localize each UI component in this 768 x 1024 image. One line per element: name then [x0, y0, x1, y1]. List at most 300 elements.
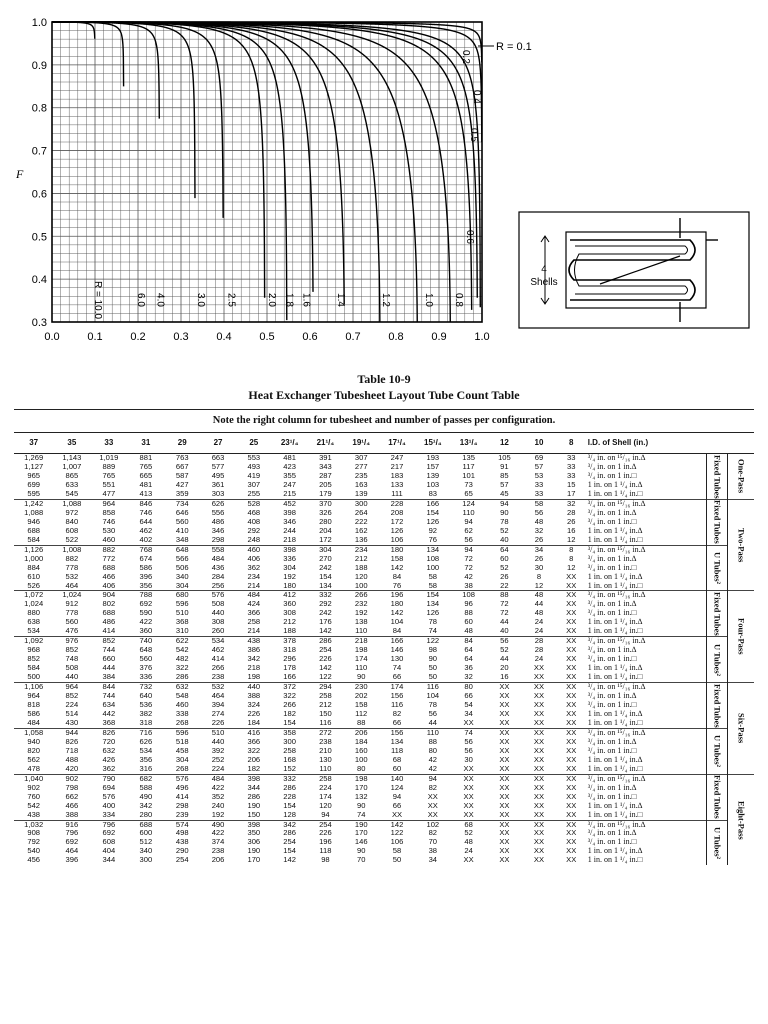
tube-count-cell: 372 — [272, 683, 308, 692]
tube-count-cell: XX — [427, 801, 438, 810]
tube-count-cell: XX — [499, 792, 510, 801]
tube-count-cell: 174 — [354, 655, 368, 664]
tube-count-cell: 545 — [65, 489, 79, 498]
tube-count-cell: 90 — [500, 508, 509, 517]
tube-count-cell: 460 — [236, 545, 272, 554]
tube-count-cell: 224 — [65, 700, 79, 710]
tube-count-cell: 254 — [175, 856, 189, 865]
tube-count-cell: 78 — [428, 700, 438, 710]
table-row — [14, 463, 754, 472]
tube-count-cell: XX — [487, 683, 523, 692]
tube-count-cell: 595 — [27, 489, 41, 498]
tube-count-cell: 42 — [428, 764, 438, 773]
tube-count-cell: 103 — [426, 480, 440, 489]
tube-count-cell: 80 — [428, 746, 438, 755]
tube-count-cell: 58 — [428, 572, 438, 581]
tube-count-cell: 530 — [102, 526, 116, 535]
tube-count-cell: 298 — [175, 801, 189, 810]
table-row — [14, 454, 754, 463]
chart-svg — [0, 0, 768, 360]
tube-count-cell: XX — [566, 627, 577, 636]
tube-count-cell: 493 — [247, 462, 261, 471]
tube-count-cell: XX — [487, 820, 523, 829]
shell-id-cell: 1 in. on 1 ¹/₄ in.□ — [587, 856, 643, 865]
tube-count-cell: 644 — [139, 517, 153, 526]
tube-count-cell: 352 — [211, 792, 225, 801]
shell-id-cell: 1 in. on 1 ¹/₄ in.∆ — [587, 618, 643, 627]
tube-count-cell: 290 — [175, 847, 189, 856]
tube-count-cell: 944 — [53, 728, 90, 737]
tube-count-cell: 205 — [319, 480, 332, 489]
tube-count-cell: 303 — [211, 489, 225, 498]
tube-count-cell: 574 — [164, 820, 200, 829]
shell-id-cell: 1 in. on 1 ¹/₄ in.∆ — [587, 801, 643, 810]
x-tick-label: 0.3 — [173, 331, 189, 343]
tube-count-cell: 912 — [65, 600, 79, 609]
tube-count-cell: 542 — [27, 801, 41, 810]
tube-count-cell: 72 — [464, 554, 473, 563]
tube-count-cell: 1,040 — [14, 774, 53, 783]
tube-count-cell: 940 — [27, 737, 41, 746]
tube-count-cell: 396 — [65, 856, 79, 865]
tube-count-cell: 110 — [355, 664, 368, 673]
tube-count-cell: 362 — [102, 764, 116, 773]
tube-count-cell: XX — [533, 673, 545, 682]
tube-count-cell: 882 — [90, 545, 127, 554]
tube-count-cell: 116 — [319, 718, 332, 727]
tube-count-cell: 508 — [211, 600, 225, 609]
tube-count-cell: XX — [566, 801, 577, 810]
tube-count-cell: XX — [566, 737, 577, 746]
tube-count-cell: 308 — [283, 609, 296, 618]
column-header: 27 — [200, 433, 236, 454]
tube-count-cell: 142 — [319, 664, 332, 673]
tube-count-cell: 238 — [319, 737, 332, 746]
tube-count-cell: 65 — [464, 489, 473, 498]
table-row — [14, 591, 754, 600]
tube-count-cell: 50 — [428, 664, 438, 673]
tube-count-cell: 277 — [354, 462, 368, 471]
tube-count-cell: 32 — [556, 499, 587, 508]
tube-count-cell: 456 — [27, 856, 41, 865]
tube-count-cell: 84 — [392, 572, 402, 581]
f-curve-r-4 — [52, 22, 159, 119]
tube-count-cell: 48 — [534, 517, 544, 526]
tube-count-cell: 408 — [247, 517, 261, 526]
tube-count-cell: 157 — [426, 462, 440, 471]
tube-count-cell: 528 — [236, 499, 272, 508]
shell-id-cell: ³/₄ in. on 1 in.∆ — [587, 829, 637, 838]
tube-count-cell: 94 — [415, 774, 451, 783]
tube-count-cell: 66 — [392, 718, 402, 727]
inset-label-line1: 4 — [541, 264, 547, 275]
tube-count-cell: 965 — [27, 471, 41, 480]
tube-count-cell: XX — [499, 810, 510, 819]
tube-count-cell: 56 — [487, 637, 523, 646]
tube-count-cell: 24 — [464, 847, 473, 856]
tube-count-cell: 222 — [354, 517, 368, 526]
table-row — [14, 536, 754, 545]
tube-count-cell: 880 — [27, 609, 41, 618]
tube-count-cell: 94 — [321, 810, 330, 819]
tube-count-cell: 266 — [343, 591, 379, 600]
tube-count-cell: 398 — [236, 820, 272, 829]
tube-count-cell: 662 — [65, 792, 79, 801]
tube-count-cell: 12 — [566, 535, 576, 544]
shell-id-cell: ³/₄ in. on ¹⁵/₁₆ in.∆ — [587, 499, 706, 508]
tube-count-cell: 398 — [236, 774, 272, 783]
tube-count-cell: 24 — [534, 618, 544, 627]
tube-count-cell: 42 — [464, 572, 473, 581]
tube-count-cell: 458 — [175, 746, 189, 755]
tube-count-cell: 110 — [415, 728, 451, 737]
f-curve-r-1.8 — [52, 22, 287, 320]
tube-count-cell: 481 — [139, 480, 153, 489]
x-tick-label: 0.6 — [302, 331, 318, 343]
tube-count-cell: 348 — [175, 535, 189, 544]
table-row — [14, 856, 754, 865]
tube-count-cell: 562 — [27, 755, 41, 764]
tube-count-cell: 633 — [65, 480, 79, 489]
tube-count-cell: XX — [556, 774, 587, 783]
tube-count-cell: 322 — [175, 664, 189, 673]
tube-count-cell: 58 — [428, 581, 438, 590]
tube-count-cell: 438 — [175, 838, 189, 847]
tube-count-cell: 73 — [464, 480, 473, 489]
tube-count-cell: 608 — [65, 526, 79, 535]
tube-count-cell: 120 — [319, 801, 332, 810]
tube-count-cell: 694 — [102, 783, 116, 792]
tube-count-cell: 424 — [247, 600, 261, 609]
tube-type-text: Fixed Tubes — [712, 500, 723, 545]
tube-count-cell: 130 — [319, 755, 332, 764]
tube-count-cell: 168 — [283, 755, 296, 764]
tube-count-cell: 964 — [90, 499, 127, 508]
tube-count-cell: 398 — [283, 508, 296, 517]
tube-count-cell: 138 — [354, 618, 368, 627]
f-curve-r-6 — [52, 22, 124, 86]
tube-count-cell: 484 — [27, 718, 41, 727]
tube-count-cell: 508 — [65, 664, 79, 673]
tube-count-cell: 84 — [451, 637, 487, 646]
tube-count-cell: 30 — [464, 755, 473, 764]
tube-count-cell: XX — [533, 709, 545, 719]
tube-count-cell: XX — [522, 683, 555, 692]
tube-count-cell: 179 — [319, 489, 332, 498]
table-row — [14, 692, 754, 701]
tube-count-cell: 234 — [343, 545, 379, 554]
tube-count-cell: 665 — [139, 471, 153, 480]
tube-count-cell: 632 — [102, 746, 116, 755]
tube-count-cell: 212 — [283, 618, 296, 627]
tube-count-cell: 368 — [102, 718, 116, 727]
tube-count-cell: 510 — [175, 609, 189, 618]
tube-count-cell: 254 — [283, 838, 296, 847]
tube-count-cell: 100 — [426, 563, 440, 572]
tube-count-cell: 720 — [102, 737, 116, 746]
tube-count-cell: 146 — [390, 646, 404, 655]
tube-count-cell: 342 — [247, 655, 261, 664]
tube-count-cell: 94 — [392, 792, 402, 801]
tube-count-cell: 334 — [102, 810, 116, 819]
tube-count-cell: 88 — [356, 718, 366, 727]
tube-count-cell: 82 — [428, 829, 438, 838]
tube-count-cell: 50 — [392, 856, 402, 865]
tube-count-cell: XX — [533, 664, 545, 673]
tube-count-cell: 183 — [390, 471, 404, 480]
tube-count-cell: 852 — [90, 637, 127, 646]
tube-count-cell: XX — [499, 783, 510, 792]
pass-text: One-Pass — [736, 459, 747, 494]
tube-count-cell: 40 — [500, 535, 509, 544]
tube-count-cell: 53 — [534, 471, 544, 480]
column-header: 25 — [236, 433, 272, 454]
tube-count-cell: 427 — [175, 480, 189, 489]
tube-count-cell: 40 — [500, 627, 509, 636]
tube-count-cell: 108 — [451, 591, 487, 600]
column-header: 31 — [127, 433, 164, 454]
tube-count-cell: 386 — [247, 646, 261, 655]
tube-count-cell: XX — [566, 691, 577, 701]
tube-count-cell: 318 — [283, 646, 296, 655]
shell-id-cell: ³/₄ in. on 1 in.∆ — [587, 783, 637, 792]
tube-count-cell: 1,269 — [14, 454, 53, 463]
tube-count-cell: 166 — [283, 673, 296, 682]
tube-count-cell: 184 — [354, 737, 368, 746]
tube-count-cell: 422 — [139, 618, 153, 627]
tube-count-cell: 154 — [283, 801, 296, 810]
tube-count-cell: 358 — [272, 728, 308, 737]
tube-count-cell: 1,000 — [24, 554, 44, 563]
tube-count-cell: 268 — [175, 718, 189, 727]
tube-type-text: U Tubes² — [712, 643, 723, 676]
tube-count-cell: 264 — [354, 508, 368, 517]
tube-count-cell: 116 — [415, 683, 451, 692]
tube-count-cell: XX — [533, 856, 545, 865]
tube-count-cell: 422 — [211, 829, 225, 838]
tube-count-cell: XX — [499, 764, 510, 773]
column-header: 17¹/₄ — [379, 433, 415, 454]
tube-count-cell: 699 — [27, 480, 41, 489]
tube-count-cell: 198 — [343, 774, 379, 783]
f-correction-chart — [0, 0, 768, 360]
tube-count-cell: 760 — [27, 792, 41, 801]
tube-count-cell: 268 — [175, 764, 189, 773]
tube-type-label — [706, 683, 727, 729]
table-row — [14, 829, 754, 838]
tube-count-cell: 506 — [175, 563, 189, 572]
tube-count-cell: 438 — [27, 810, 41, 819]
tube-count-cell: 551 — [102, 480, 116, 489]
tube-count-cell: 8 — [536, 572, 542, 581]
table-row — [14, 600, 754, 609]
tube-count-cell: 322 — [283, 691, 296, 701]
tube-count-cell: 626 — [139, 737, 153, 746]
tube-count-cell: 532 — [200, 683, 236, 692]
tube-count-cell: 346 — [283, 517, 296, 526]
tube-count-cell: 142 — [319, 627, 332, 636]
shell-id-cell: ³/₄ in. on 1 in.□ — [587, 838, 637, 847]
table-row — [14, 509, 754, 518]
tube-count-cell: XX — [556, 820, 587, 829]
curve-label-right: 0.4 — [471, 90, 482, 104]
shell-id-cell: 1 in. on 1 ¹/₄ in.∆ — [587, 755, 643, 764]
tube-count-cell: 166 — [379, 637, 415, 646]
tube-type-label — [706, 774, 727, 820]
tube-count-cell: 414 — [102, 627, 116, 636]
tube-count-cell: XX — [566, 709, 577, 719]
tube-count-cell: 104 — [390, 618, 404, 627]
table-row — [14, 555, 754, 564]
shell-id-cell: ³/₄ in. on 1 in.∆ — [587, 600, 637, 609]
tube-count-cell: 56 — [464, 737, 473, 746]
tube-count-cell: 124 — [451, 499, 487, 508]
tube-count-cell: 902 — [53, 774, 90, 783]
f-curve-r-0.8 — [52, 22, 450, 322]
pass-text: Two-Pass — [736, 527, 747, 563]
tube-count-cell: 208 — [390, 508, 404, 517]
tube-count-cell: 584 — [27, 664, 41, 673]
tube-count-cell: 48 — [522, 591, 555, 600]
tube-count-cell: 392 — [211, 746, 225, 755]
tube-type-label — [706, 454, 727, 500]
tube-count-cell: 482 — [175, 655, 189, 664]
tube-count-cell: 359 — [175, 489, 189, 498]
tube-count-cell: XX — [427, 792, 438, 801]
tube-count-cell: XX — [566, 673, 577, 682]
tube-count-cell: 196 — [379, 591, 415, 600]
tube-count-cell: 162 — [354, 526, 368, 535]
shell-id-cell: ³/₄ in. on 1 in.∆ — [587, 691, 637, 701]
tube-count-cell: 486 — [211, 517, 225, 526]
shell-id-cell: ³/₄ in. on ¹⁵/₁₆ in.∆ — [587, 545, 706, 554]
tube-count-cell: 343 — [319, 462, 332, 471]
tube-count-cell: 402 — [139, 535, 153, 544]
tube-count-cell: 88 — [464, 609, 473, 618]
tube-count-table-wrap — [14, 409, 754, 1024]
inset-label-line2: Shells — [530, 277, 558, 288]
tube-count-cell: 768 — [127, 545, 164, 554]
tube-count-cell: 646 — [175, 508, 189, 517]
tube-count-cell: 232 — [354, 600, 368, 609]
tube-count-cell: 212 — [354, 554, 368, 563]
x-tick-label: 0.7 — [345, 331, 361, 343]
tube-count-cell: 36 — [464, 664, 473, 673]
shell-id-header: I.D. of Shell (in.) — [587, 433, 754, 454]
tube-count-cell: 226 — [319, 655, 332, 664]
tube-count-cell: 192 — [354, 609, 368, 618]
shell-id-cell: 1 in. on 1 ¹/₄ in.∆ — [587, 664, 643, 673]
tube-count-cell: 280 — [139, 810, 153, 819]
tube-count-cell: 732 — [127, 683, 164, 692]
tube-count-cell: 228 — [283, 792, 296, 801]
tube-count-cell: 382 — [139, 709, 153, 719]
tube-count-cell: XX — [566, 572, 577, 581]
pass-label — [728, 454, 754, 500]
tube-count-cell: 52 — [464, 829, 473, 838]
tube-count-cell: 976 — [53, 637, 90, 646]
f-curve-r-1.6 — [52, 22, 313, 292]
tube-count-cell: 30 — [534, 563, 544, 572]
tube-count-cell: 20 — [500, 664, 509, 673]
tube-count-cell: 206 — [343, 728, 379, 737]
column-header: 10 — [522, 433, 555, 454]
tube-count-cell: 852 — [27, 655, 41, 664]
tube-count-cell: 170 — [247, 856, 261, 865]
tube-count-cell: 667 — [175, 462, 189, 471]
tube-count-cell: 496 — [175, 783, 189, 792]
tube-count-cell: 118 — [319, 847, 332, 856]
tube-count-cell: 190 — [343, 820, 379, 829]
tube-count-cell: XX — [499, 709, 510, 719]
tube-count-cell: 224 — [319, 783, 332, 792]
tube-count-cell: 481 — [272, 454, 308, 463]
tube-count-cell: 865 — [65, 471, 79, 480]
tube-count-cell: 192 — [283, 572, 296, 581]
tube-count-cell: 92 — [428, 526, 438, 535]
tube-count-cell: 560 — [65, 618, 79, 627]
tube-count-cell: 94 — [451, 545, 487, 554]
shell-diagram-inset — [519, 212, 749, 328]
tube-count-cell: 882 — [65, 554, 79, 563]
tube-count-cell: 12 — [566, 563, 576, 572]
tube-count-cell: 610 — [27, 572, 41, 581]
tube-count-cell: 964 — [53, 683, 90, 692]
tube-count-cell: 206 — [211, 856, 225, 865]
tube-count-cell: 8 — [556, 545, 587, 554]
tube-count-cell: 452 — [272, 499, 308, 508]
tube-count-cell: XX — [533, 737, 545, 746]
shell-id-cell: ³/₄ in. on 1 in.∆ — [587, 508, 637, 517]
curve-label-bottom: 2.5 — [225, 293, 237, 307]
tube-count-cell: 560 — [139, 655, 153, 664]
tube-count-cell: 844 — [90, 683, 127, 692]
tube-count-cell: 342 — [272, 820, 308, 829]
tube-count-cell: 608 — [102, 838, 116, 847]
tube-count-cell: 238 — [211, 673, 225, 682]
tube-count-cell: XX — [566, 609, 577, 618]
shell-id-cell: ³/₄ in. on 1 in.□ — [587, 517, 637, 526]
tube-count-cell: 64 — [487, 545, 523, 554]
tube-count-cell: 532 — [65, 572, 79, 581]
shell-id-cell: ³/₄ in. on ¹⁵/₁₆ in.∆ — [587, 637, 706, 646]
tube-count-cell: 66 — [392, 801, 402, 810]
tube-count-cell: XX — [533, 847, 545, 856]
tube-count-cell: 590 — [139, 609, 153, 618]
tube-count-cell: 224 — [211, 764, 225, 773]
x-tick-label: 0.4 — [216, 331, 232, 343]
tube-count-cell: 350 — [247, 829, 261, 838]
tube-count-cell: 476 — [65, 627, 79, 636]
table-row — [14, 701, 754, 710]
tube-count-cell: XX — [499, 700, 510, 710]
tube-count-cell: 852 — [65, 691, 79, 701]
tube-count-cell: 156 — [390, 691, 404, 701]
tube-count-cell: XX — [463, 801, 474, 810]
tube-count-cell: XX — [499, 755, 510, 764]
tube-count-cell: XX — [566, 856, 577, 865]
tube-count-cell: 52 — [500, 563, 509, 572]
tube-count-cell: XX — [533, 746, 545, 755]
tube-count-cell: 235 — [354, 471, 368, 480]
tube-count-cell: 826 — [90, 728, 127, 737]
tube-count-cell: 78 — [500, 517, 509, 526]
tube-count-cell: 139 — [426, 471, 440, 480]
tube-count-cell: 1,127 — [24, 462, 44, 471]
tube-count-cell: 117 — [462, 462, 475, 471]
tube-count-cell: XX — [533, 810, 545, 819]
tube-count-cell: 355 — [283, 471, 296, 480]
